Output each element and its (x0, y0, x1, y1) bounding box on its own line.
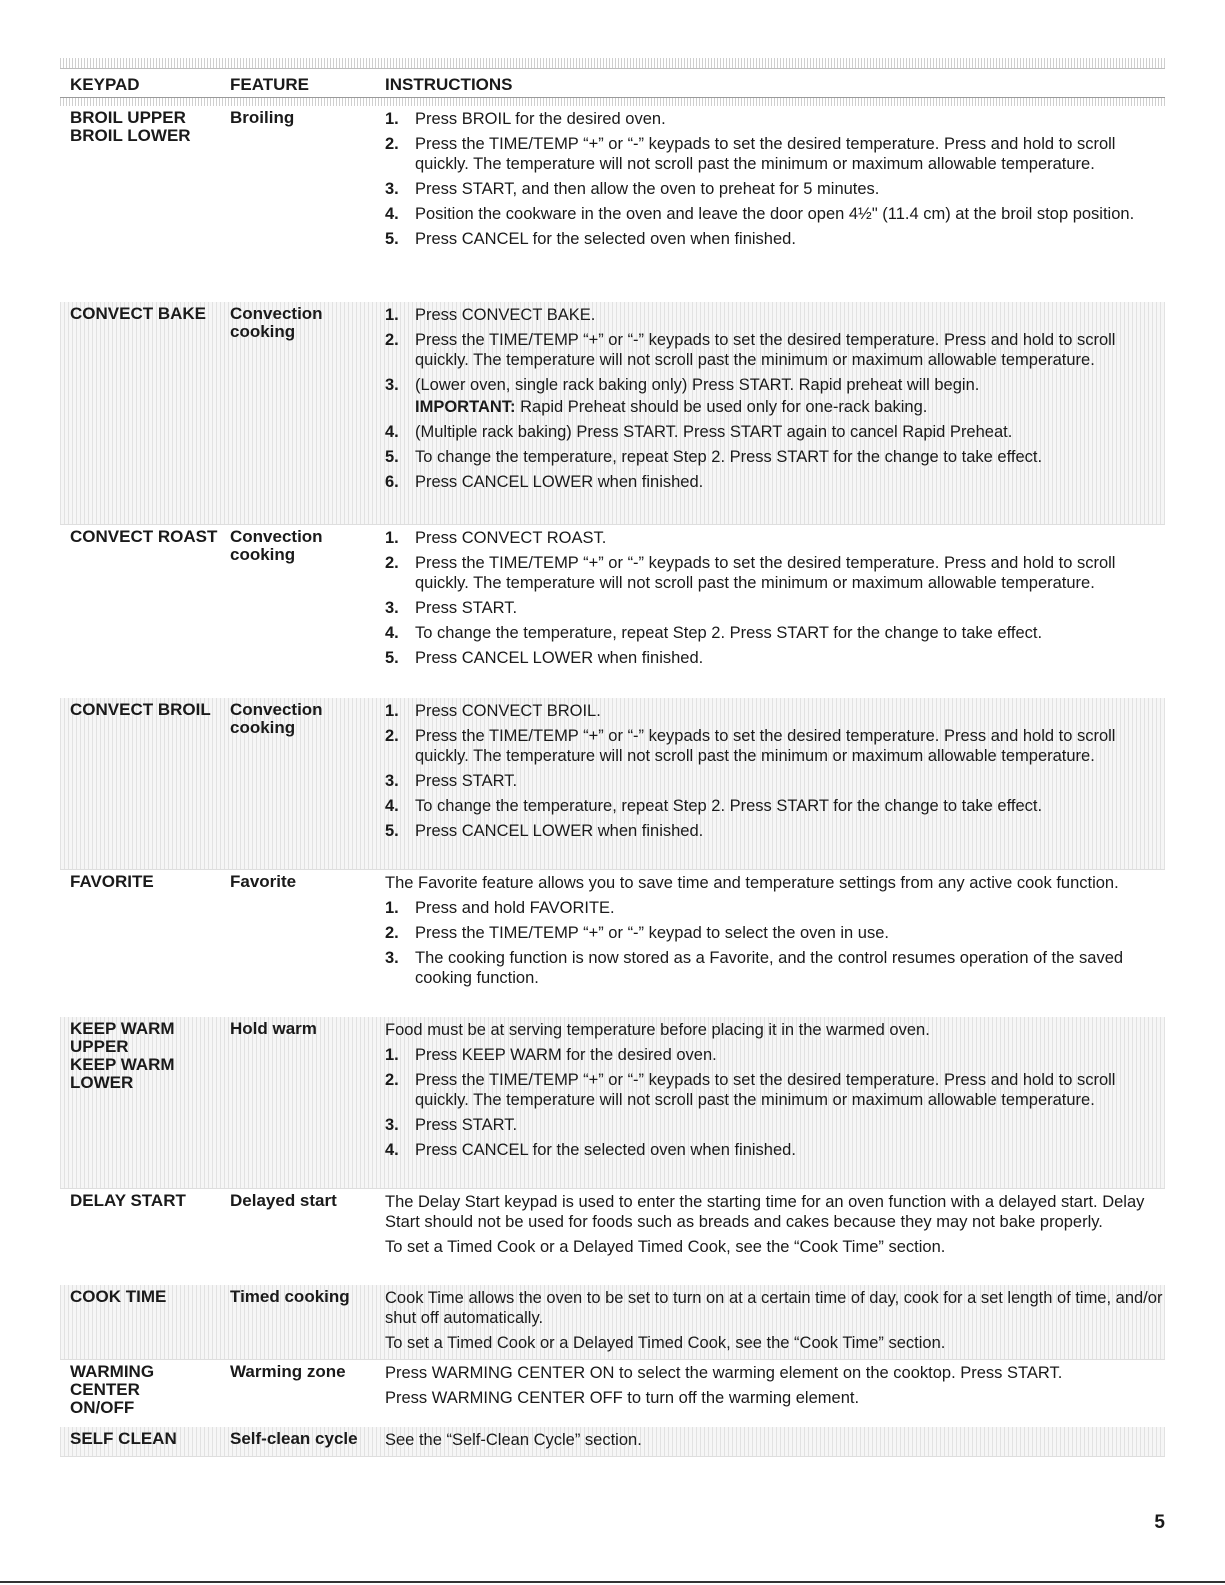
list-item: 3. The cooking function is now stored as a Favorite, and the control resumes operation of the saved cooking function. (385, 949, 1124, 987)
keypad-cell: KEEP WARM UPPER KEEP WARM LOWER (70, 1019, 175, 1092)
feature-cell: Warming zone (230, 1362, 346, 1381)
table-header (60, 69, 1165, 97)
feature-cell: Hold warm (230, 1019, 317, 1038)
list-item: 4. (Multiple rack baking) Press START. Press START again to cancel Rapid Preheat. (385, 423, 1013, 441)
table-row (60, 870, 1165, 1017)
step-list (385, 898, 1165, 988)
keypad-cell: CONVECT BAKE (70, 304, 207, 323)
step-list (385, 422, 1165, 492)
header-keypad: KEYPAD (70, 75, 140, 94)
table-row (60, 525, 1165, 698)
table-row (60, 1427, 1165, 1457)
instructions-cell (385, 1192, 1165, 1285)
paragraph: The Delay Start keypad is used to enter the starting time for an oven function with a delayed start. Delay Start should not be used for foods such as breads and cakes because they may not bake properly. (385, 1193, 1145, 1231)
list-item: 3. Press START. (385, 599, 518, 617)
list-item: 2. Press the TIME/TEMP “+” or “-” keypads to set the desired temperature. Press and hold to scroll quickly. The temperature will not scroll past the minimum or maximum allowable temperature. (385, 1071, 1116, 1109)
instructions-cell (385, 1020, 1165, 1188)
paragraph: See the “Self-Clean Cycle” section. (385, 1431, 642, 1449)
keypad-cell: DELAY START (70, 1191, 186, 1210)
paragraph: Cook Time allows the oven to be set to turn on at a certain time of day, cook for a set length of time, and/or shut off automatically. (385, 1289, 1163, 1327)
table-row (60, 698, 1165, 870)
list-item: 3. Press START. (385, 772, 518, 790)
feature-cell: Broiling (230, 108, 295, 127)
paragraph: To set a Timed Cook or a Delayed Timed Cook, see the “Cook Time” section. (385, 1238, 946, 1256)
table-row (60, 302, 1165, 525)
feature-cell: Convection cooking (230, 304, 323, 341)
table-row (60, 1017, 1165, 1189)
instructions-cell (385, 109, 1165, 302)
table-row (60, 1285, 1165, 1360)
list-item: 2. Press the TIME/TEMP “+” or “-” keypads to set the desired temperature. Press and hold to scroll quickly. The temperature will not scroll past the minimum or maximum allowable temperature. (385, 727, 1116, 765)
feature-cell: Self-clean cycle (230, 1429, 358, 1448)
feature-cell: Convection cooking (230, 527, 323, 564)
list-item: 5. To change the temperature, repeat Step 2. Press START for the change to take effect. (385, 448, 1043, 466)
instruction-table (60, 58, 1165, 1457)
keypad-cell: CONVECT BROIL (70, 700, 211, 719)
list-item: 1. Press CONVECT BAKE. (385, 306, 596, 324)
header-rule (60, 97, 1165, 106)
list-item: 5. Press CANCEL LOWER when finished. (385, 649, 704, 667)
step-list (385, 305, 1165, 395)
step-list (385, 701, 1165, 841)
paragraph: Press WARMING CENTER OFF to turn off the warming element. (385, 1389, 860, 1407)
intro-text: Food must be at serving temperature before placing it in the warmed oven. (385, 1021, 930, 1039)
instructions-cell (385, 873, 1165, 1017)
list-item: 4. Press CANCEL for the selected oven when finished. (385, 1141, 796, 1159)
header-feature: FEATURE (230, 75, 310, 94)
list-item: 2. Press the TIME/TEMP “+” or “-” keypad to select the oven in use. (385, 924, 889, 942)
table-row (60, 1360, 1165, 1427)
instructions-cell (385, 701, 1165, 869)
feature-cell: Convection cooking (230, 700, 323, 737)
list-item: 5. Press CANCEL LOWER when finished. (385, 822, 704, 840)
page-number: 5 (1154, 1512, 1165, 1533)
bottom-rule (0, 1581, 1225, 1583)
instructions-cell (385, 528, 1165, 698)
keypad-cell: FAVORITE (70, 872, 154, 891)
step-list (385, 528, 1165, 668)
step-list (385, 109, 1165, 249)
list-item: 1. Press KEEP WARM for the desired oven. (385, 1046, 717, 1064)
keypad-cell: WARMING CENTER ON/OFF (70, 1362, 155, 1417)
list-item: 1. Press and hold FAVORITE. (385, 899, 615, 917)
instructions-cell (385, 1288, 1165, 1359)
paragraph: Press WARMING CENTER ON to select the warming element on the cooktop. Press START. (385, 1364, 1063, 1382)
list-item: 1. Press CONVECT ROAST. (385, 529, 607, 547)
top-rule (60, 58, 1165, 69)
feature-cell: Favorite (230, 872, 297, 891)
list-item: 1. Press BROIL for the desired oven. (385, 110, 666, 128)
list-item: 2. Press the TIME/TEMP “+” or “-” keypads to set the desired temperature. Press and hold to scroll quickly. The temperature will not scroll past the minimum or maximum allowable temperature. (385, 554, 1116, 592)
list-item: 3. (Lower oven, single rack baking only) Press START. Rapid preheat will begin. (385, 376, 980, 394)
step-list (385, 1045, 1165, 1160)
header-instructions: INSTRUCTIONS (385, 75, 513, 94)
feature-cell: Timed cooking (230, 1287, 350, 1306)
keypad-cell: SELF CLEAN (70, 1429, 177, 1448)
keypad-cell: COOK TIME (70, 1287, 167, 1306)
list-item: 2. Press the TIME/TEMP “+” or “-” keypads to set the desired temperature. Press and hold to scroll quickly. The temperature will not scroll past the minimum or maximum allowable temperature. (385, 135, 1116, 173)
list-item: 2. Press the TIME/TEMP “+” or “-” keypads to set the desired temperature. Press and hold to scroll quickly. The temperature will not scroll past the minimum or maximum allowable temperature. (385, 331, 1116, 369)
list-item: 4. To change the temperature, repeat Step 2. Press START for the change to take effect. (385, 797, 1043, 815)
list-item: 4. To change the temperature, repeat Step 2. Press START for the change to take effect. (385, 624, 1043, 642)
list-item: 3. Press START, and then allow the oven to preheat for 5 minutes. (385, 180, 880, 198)
list-item: 6. Press CANCEL LOWER when finished. (385, 473, 704, 491)
list-item: 1. Press CONVECT BROIL. (385, 702, 601, 720)
table-row (60, 106, 1165, 302)
instructions-cell (385, 1430, 1165, 1456)
list-item: 3. Press START. (385, 1116, 518, 1134)
feature-cell: Delayed start (230, 1191, 337, 1210)
paragraph: To set a Timed Cook or a Delayed Timed Cook, see the “Cook Time” section. (385, 1334, 946, 1352)
instructions-cell (385, 1363, 1165, 1427)
list-item: 4. Position the cookware in the oven and leave the door open 4½" (11.4 cm) at the broil stop position. (385, 205, 1135, 223)
instructions-cell (385, 305, 1165, 524)
table-row (60, 1189, 1165, 1285)
keypad-cell: CONVECT ROAST (70, 527, 218, 546)
keypad-cell: BROIL UPPER BROIL LOWER (70, 108, 191, 145)
list-item: 5. Press CANCEL for the selected oven when finished. (385, 230, 796, 248)
important-note: IMPORTANT: Rapid Preheat should be used only for one-rack baking. (415, 398, 928, 416)
intro-text: The Favorite feature allows you to save time and temperature settings from any active cook function. (385, 874, 1119, 892)
